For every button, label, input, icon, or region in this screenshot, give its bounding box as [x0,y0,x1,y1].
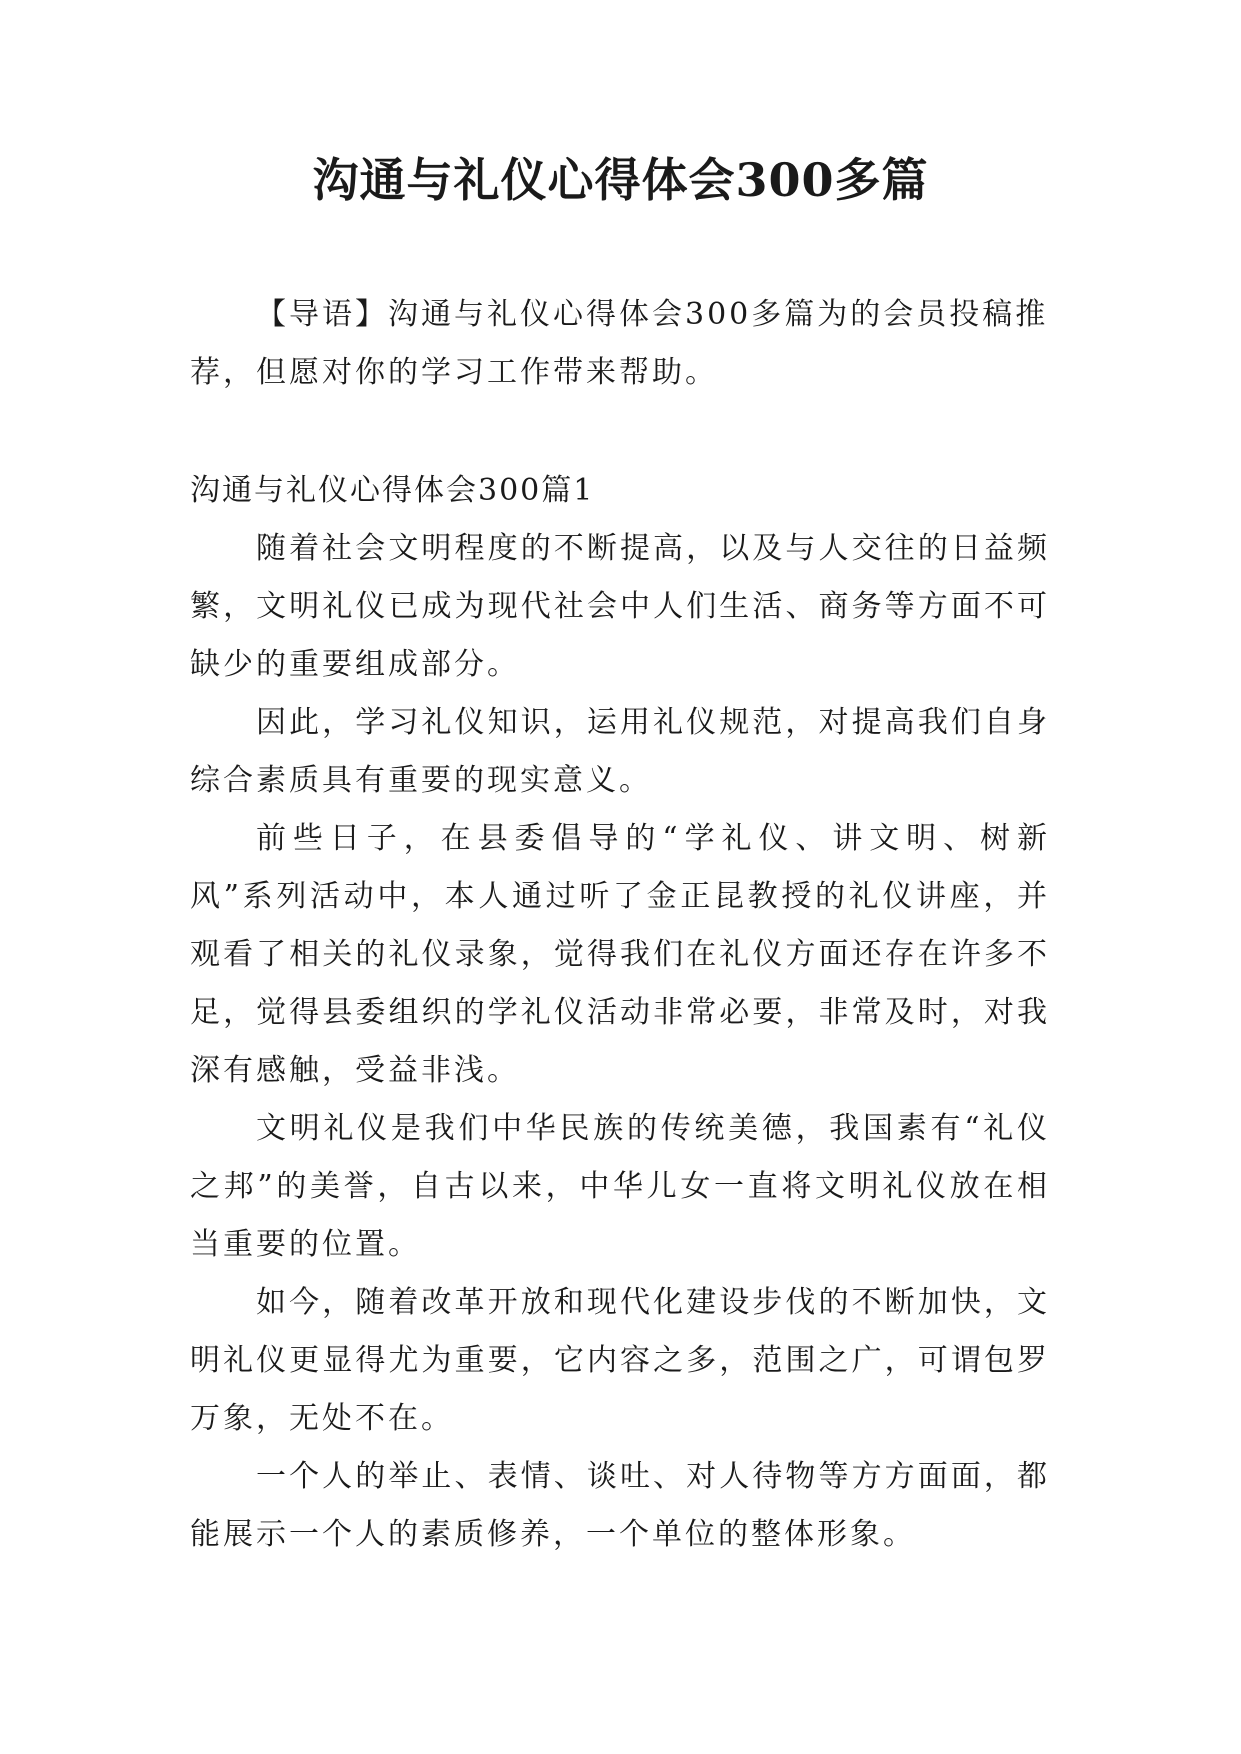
section-body [190,520,1050,1564]
document-title: 沟通与礼仪心得体会300多篇 [312,153,929,207]
body-paragraph: 如今，随着改革开放和现代化建设步伐的不断加快，文明礼仪更显得尤为重要，它内容之多，范围之广，可谓包罗万象，无处不在。 [190,1285,1050,1436]
body-paragraph: 前些日子，在县委倡导的“学礼仪、讲文明、树新风”系列活动中，本人通过听了金正昆教授的礼仪讲座，并观看了相关的礼仪录象，觉得我们在礼仪方面还存在许多不足，觉得县委组织的学礼仪活动非常必要，非常及时，对我深有感触，受益非浅。 [190,821,1050,1088]
body-paragraph: 文明礼仪是我们中华民族的传统美德，我国素有“礼仪之邦”的美誉，自古以来，中华儿女一直将文明礼仪放在相当重要的位置。 [190,1111,1050,1262]
section-heading: 沟通与礼仪心得体会300篇1 [190,473,595,508]
body-paragraph: 因此，学习礼仪知识，运用礼仪规范，对提高我们自身综合素质具有重要的现实意义。 [190,705,1050,798]
body-paragraph: 随着社会文明程度的不断提高，以及与人交往的日益频繁，文明礼仪已成为现代社会中人们生活、商务等方面不可缺少的重要组成部分。 [190,531,1050,682]
intro-paragraph: 【导语】沟通与礼仪心得体会300多篇为的会员投稿推荐，但愿对你的学习工作带来帮助。 [190,297,1049,390]
body-paragraph: 一个人的举止、表情、谈吐、对人待物等方方面面，都能展示一个人的素质修养，一个单位的整体形象。 [190,1459,1050,1552]
